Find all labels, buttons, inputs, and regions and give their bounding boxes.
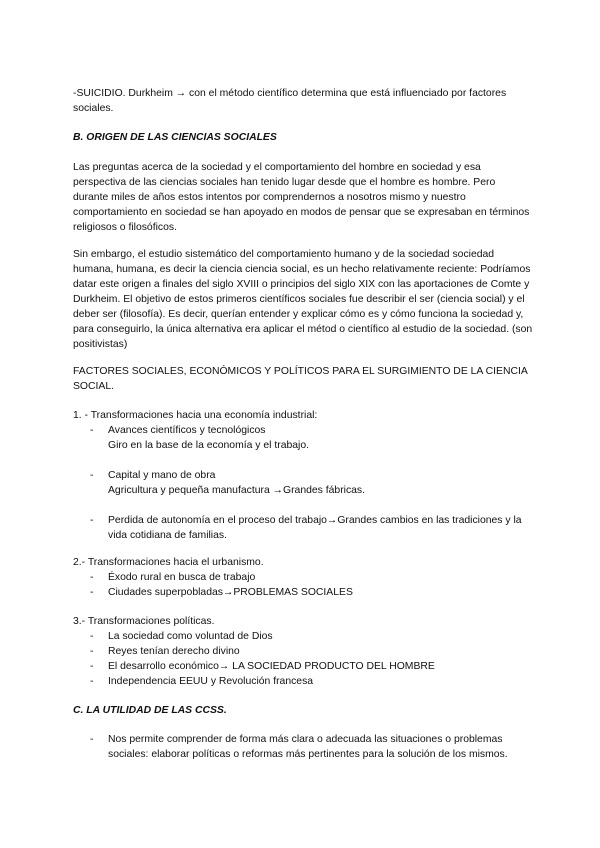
list-item-text: Independencia EEUU y Revolución francesa bbox=[108, 676, 314, 687]
list-item bbox=[73, 644, 533, 659]
bullet-dash: - bbox=[90, 587, 94, 598]
list-item-text: El desarrollo económico→ LA SOCIEDAD PRODUCTO DEL HOMBRE bbox=[108, 661, 435, 672]
bullet-dash: - bbox=[90, 661, 94, 672]
list-item-text: Avances científicos y tecnológicos bbox=[108, 425, 266, 436]
section-b-paragraph-2 bbox=[73, 247, 533, 352]
section-b-heading: B. ORIGEN DE LAS CIENCIAS SOCIALES bbox=[73, 132, 277, 143]
list-item-subtext: Agricultura y pequeña manufactura →Grandes fábricas. bbox=[108, 485, 366, 496]
list-item bbox=[73, 423, 533, 438]
section-b-paragraph-1 bbox=[73, 160, 533, 235]
group-2-title: 2.- Transformaciones hacia el urbanismo. bbox=[73, 557, 264, 568]
bullet-dash: - bbox=[90, 676, 94, 687]
list-item bbox=[73, 674, 533, 689]
list-item bbox=[73, 513, 533, 543]
list-item-text: Éxodo rural en busca de trabajo bbox=[108, 572, 256, 583]
bullet-dash: - bbox=[90, 734, 94, 745]
list-item-text: Perdida de autonomía en el proceso del trabajo→Grandes cambios en las tradiciones y la vida cotidiana de familias. bbox=[108, 515, 522, 541]
list-item-text: Nos permite comprender de forma más clara o adecuada las situaciones o problemas sociales: elaborar políticas o reformas más pertinentes para la solución de los mismos. bbox=[108, 734, 508, 760]
section-c-heading-block bbox=[73, 703, 533, 718]
intro-text: -SUICIDIO. Durkheim → con el método científico determina que está influenciado por factores sociales. bbox=[73, 88, 507, 114]
list-item bbox=[73, 585, 533, 600]
bullet-dash: - bbox=[90, 572, 94, 583]
list-item-text: Ciudades superpobladas→PROBLEMAS SOCIALES bbox=[108, 587, 353, 598]
group-3 bbox=[73, 614, 533, 689]
section-c-list bbox=[73, 732, 533, 762]
factores-title: FACTORES SOCIALES, ECONÓMICOS Y POLÍTICOS PARA EL SURGIMIENTO DE LA CIENCIA SOCIAL. bbox=[73, 366, 528, 392]
factores-title-block bbox=[73, 364, 533, 394]
list-item bbox=[73, 570, 533, 585]
group-3-title: 3.- Transformaciones políticas. bbox=[73, 616, 215, 627]
list-item bbox=[73, 629, 533, 644]
group-1 bbox=[73, 408, 533, 543]
paragraph-text: Las preguntas acerca de la sociedad y el comportamiento del hombre en sociedad y esa perspectiva de las ciencias sociales han tenido lugar desde que el hombre es hombre. Pero durante miles de años estos intentos por comprendernos a nosotros mismo y nuestro comportamiento en sociedad se han apoyado en modos de pensar que se expresaban en términos religiosos o filosóficos. bbox=[73, 162, 530, 233]
list-item-subtext: Giro en la base de la economía y el trabajo. bbox=[108, 440, 310, 451]
list-item-text: Capital y mano de obra bbox=[108, 470, 216, 481]
list-item bbox=[73, 659, 533, 674]
intro-paragraph bbox=[73, 86, 533, 116]
list-item bbox=[73, 468, 533, 483]
bullet-dash: - bbox=[90, 646, 94, 657]
section-b-heading-block bbox=[73, 130, 533, 145]
bullet-dash: - bbox=[90, 631, 94, 642]
list-item bbox=[73, 732, 533, 762]
group-2 bbox=[73, 555, 533, 600]
list-item-text: La sociedad como voluntad de Dios bbox=[108, 631, 273, 642]
section-c-heading: C. LA UTILIDAD DE LAS CCSS. bbox=[73, 705, 227, 716]
group-1-title: 1. - Transformaciones hacia una economía industrial: bbox=[73, 410, 318, 421]
bullet-dash: - bbox=[90, 470, 94, 481]
paragraph-text: Sin embargo, el estudio sistemático del comportamiento humano y de la sociedad sociedad humana, humana, es decir la ciencia ciencia social, es un hecho relativamente reciente: Podríamos datar este origen a finales del siglo XVIII o principios del siglo XIX con las aportaciones de Comte y Durkheim. El objetivo de estos primeros científicos sociales fue describir el ser (ciencia social) y el deber ser (filosofía). Es decir, querían entender y explicar cómo es y cómo funciona la sociedad y, para conseguirlo, la única alternativa era aplicar el métod o científico al estudio de la sociedad. (son positivistas) bbox=[73, 249, 533, 350]
list-item-text: Reyes tenían derecho divino bbox=[108, 646, 240, 657]
bullet-dash: - bbox=[90, 515, 94, 526]
bullet-dash: - bbox=[90, 425, 94, 436]
